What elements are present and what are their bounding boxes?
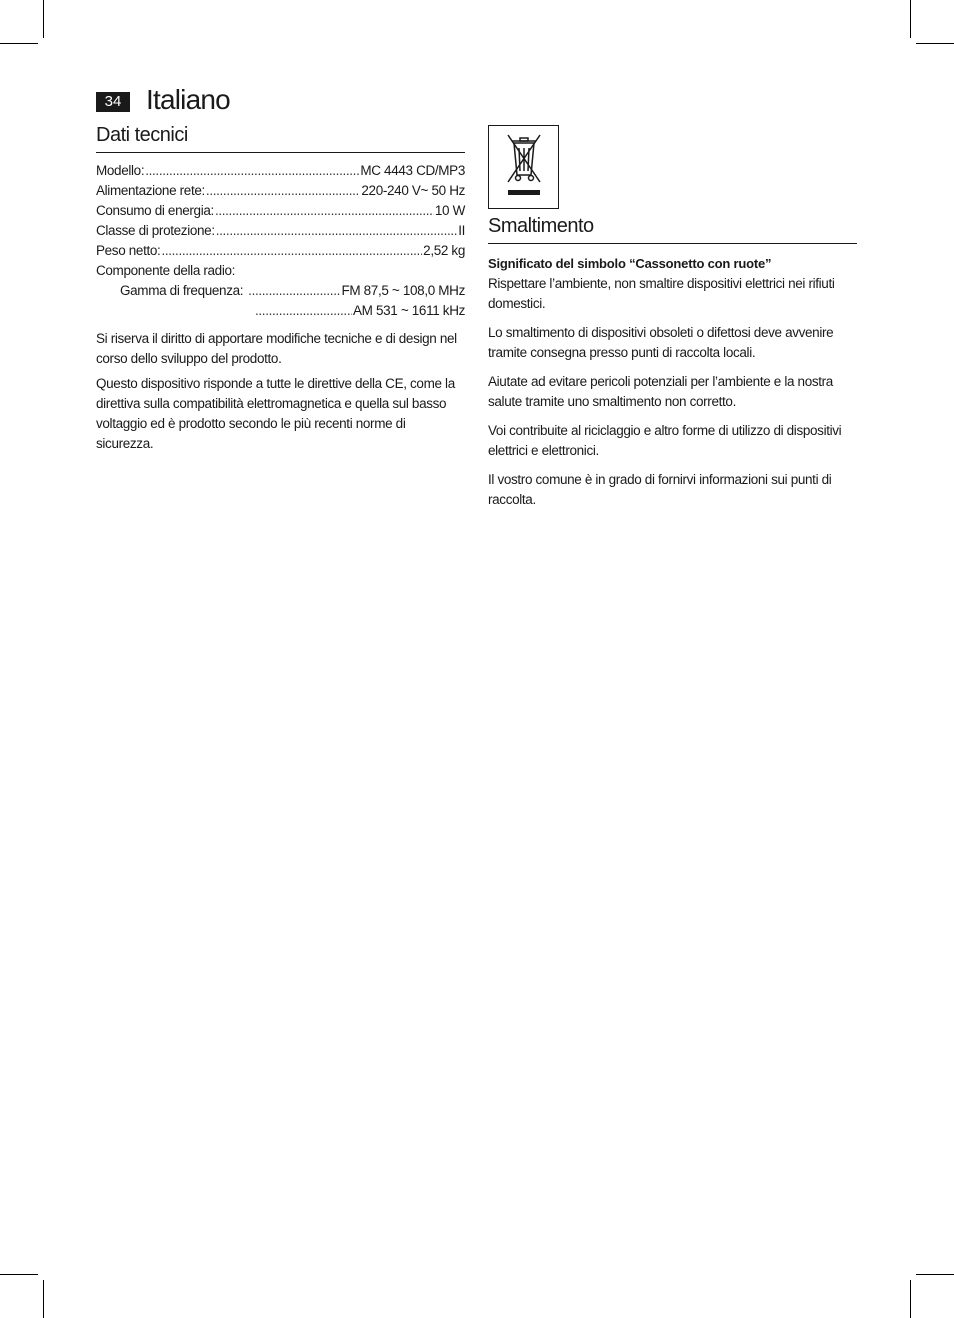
spec-row-model bbox=[96, 161, 465, 181]
spec-row-power-supply bbox=[96, 181, 465, 201]
spec-label: Componente della radio: bbox=[96, 263, 236, 278]
crop-mark bbox=[916, 43, 954, 44]
crop-mark bbox=[43, 1280, 44, 1318]
spec-label: Gamma di frequenza: bbox=[120, 283, 244, 298]
spec-label: Classe di protezione: bbox=[96, 223, 215, 238]
crop-mark bbox=[916, 1274, 954, 1275]
spec-value: 2,52 kg bbox=[423, 243, 465, 258]
section-title: Smaltimento bbox=[488, 215, 857, 244]
crop-mark bbox=[910, 1280, 911, 1318]
note-paragraph: Questo dispositivo risponde a tutte le direttive della CE, come la direttiva sulla compatibilità elettromagnetica e quella sul basso voltaggio ed è prodotto secondo le più recenti norme di sicurezza. bbox=[96, 376, 455, 451]
spec-value: 220-240 V~ 50 Hz bbox=[361, 183, 465, 198]
spec-row-protection-class bbox=[96, 221, 465, 241]
disposal-paragraph: Voi contribuite al riciclaggio e altro forme di utilizzo di dispositivi elettrici e elettronici. bbox=[488, 423, 842, 458]
spec-label: Modello: bbox=[96, 163, 145, 178]
disposal-section bbox=[488, 125, 857, 519]
spec-value: FM 87,5 ~ 108,0 MHz bbox=[341, 283, 465, 298]
technical-data-section bbox=[96, 124, 465, 454]
crop-mark bbox=[0, 43, 38, 44]
spec-row-net-weight bbox=[96, 241, 465, 261]
spec-list bbox=[96, 161, 465, 321]
spec-label: Peso netto: bbox=[96, 243, 161, 258]
crop-mark bbox=[43, 0, 44, 38]
page-language-title: Italiano bbox=[146, 84, 230, 115]
disposal-paragraph: Lo smaltimento di dispositivi obsoleti o difettosi deve avvenire tramite consegna presso punti di raccolta locali. bbox=[488, 325, 834, 360]
spec-row-radio bbox=[96, 261, 465, 281]
weee-crossed-bin-icon bbox=[488, 125, 559, 209]
note-paragraph: Si riserva il diritto di apportare modifiche tecniche e di design nel corso dello sviluppo del prodotto. bbox=[96, 331, 457, 366]
spec-value: AM 531 ~ 1611 kHz bbox=[353, 303, 465, 318]
spec-label: Alimentazione rete: bbox=[96, 183, 205, 198]
spec-value: MC 4443 CD/MP3 bbox=[360, 163, 465, 178]
disposal-paragraph: Rispettare l’ambiente, non smaltire dispositivi elettrici nei rifiuti domestici. bbox=[488, 276, 835, 311]
spec-value: II bbox=[458, 223, 465, 238]
spec-row-frequency-am bbox=[96, 301, 465, 321]
crop-mark bbox=[910, 0, 911, 38]
crop-mark bbox=[0, 1274, 38, 1275]
disposal-paragraph: Il vostro comune è in grado di fornirvi informazioni sui punti di raccolta. bbox=[488, 472, 832, 507]
section-subtitle: Significato del simbolo “Cassonetto con ruote” bbox=[488, 256, 772, 271]
spec-value: 10 W bbox=[434, 203, 465, 218]
disposal-paragraph: Aiutate ad evitare pericoli potenziali per l’ambiente e la nostra salute tramite uno smaltimento non corretto. bbox=[488, 374, 833, 409]
section-title: Dati tecnici bbox=[96, 124, 465, 153]
crossed-bin-icon bbox=[494, 130, 554, 204]
page-number-badge: 34 bbox=[96, 92, 130, 112]
spec-row-power-consumption bbox=[96, 201, 465, 221]
spec-row-frequency-fm bbox=[96, 281, 465, 301]
spec-label: Consumo di energia: bbox=[96, 203, 214, 218]
